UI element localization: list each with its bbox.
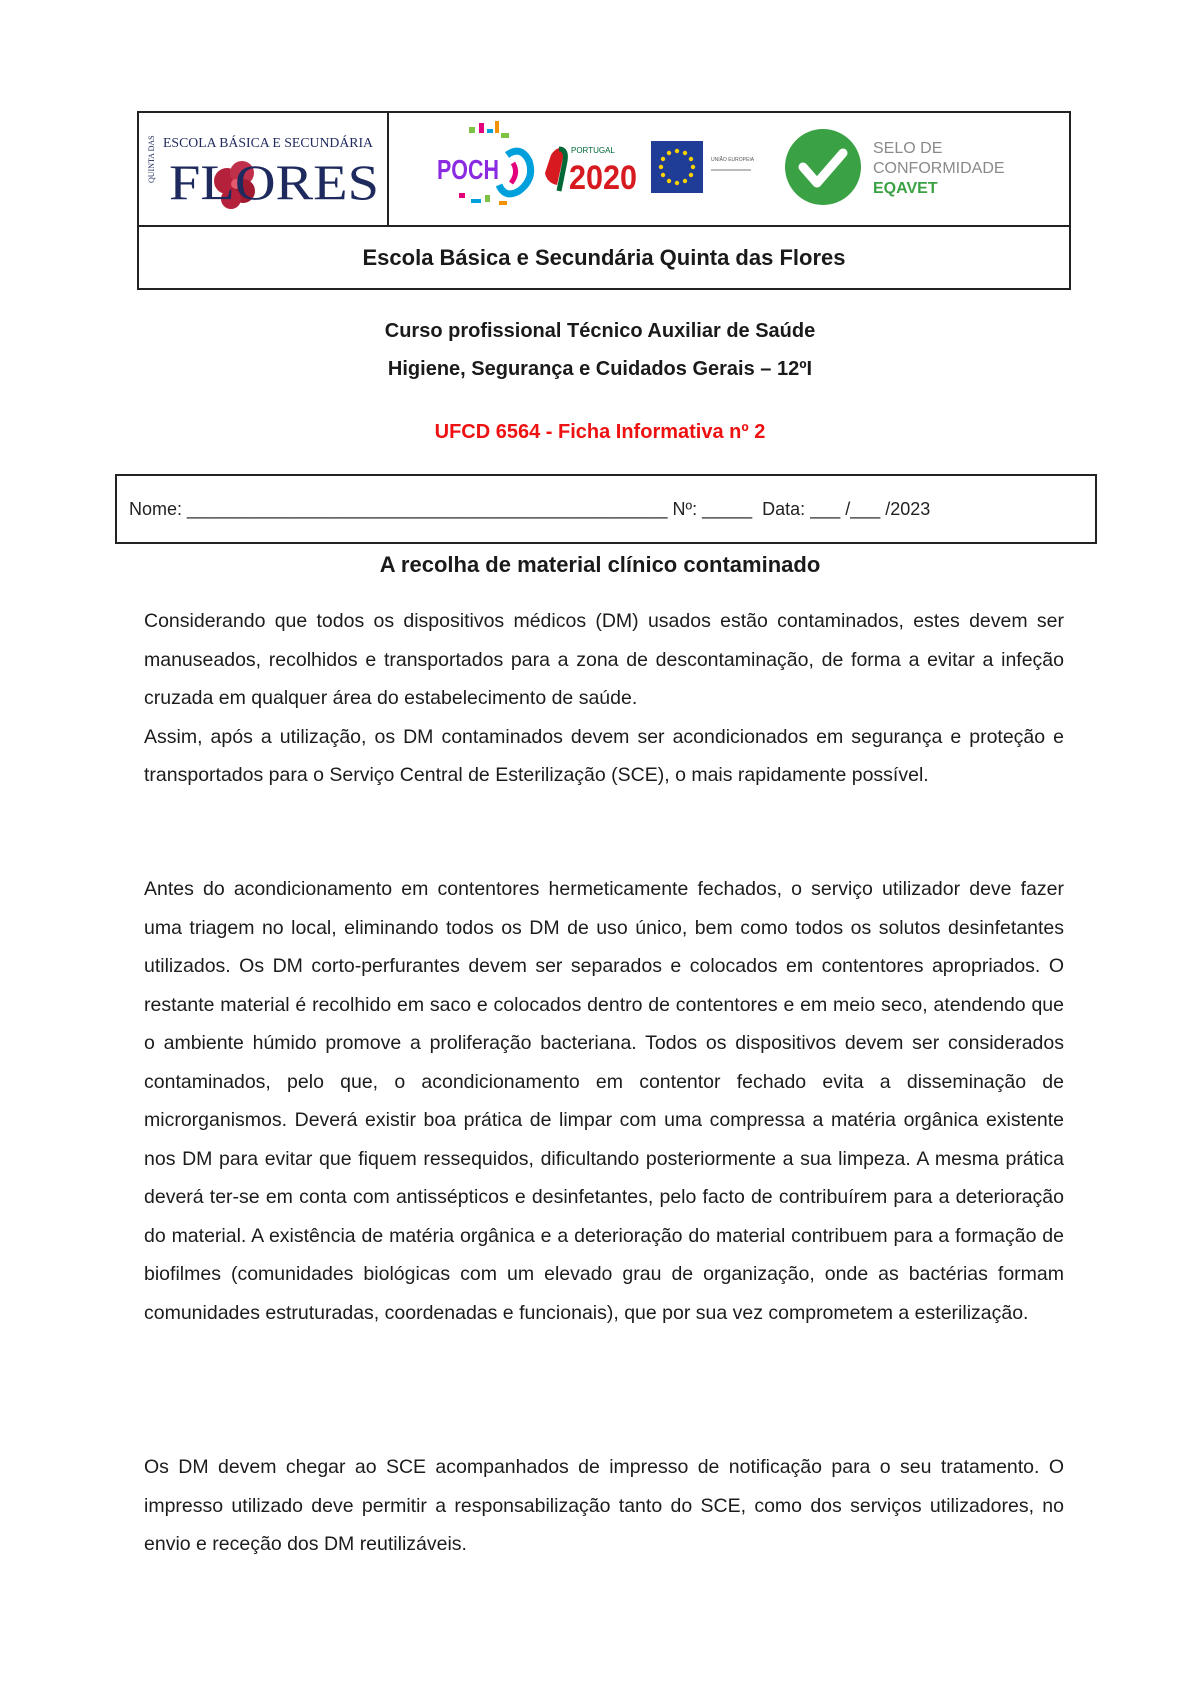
body-paragraph-1	[144, 602, 1064, 795]
partner-logos-cell	[389, 113, 1069, 225]
body-paragraph-3: Os DM devem chegar ao SCE acompanhados de impresso de notificação para o seu tratamento. O impresso utilizado deve permitir a responsabilização tanto do SCE, como dos serviços utilizadores, no envio e receção dos DM reutilizáveis.	[144, 1456, 1064, 1555]
student-info-box	[115, 474, 1097, 544]
course-title: Curso profissional Técnico Auxiliar de Saúde	[384, 320, 816, 342]
paragraph-text: Assim, após a utilização, os DM contaminados devem ser acondicionados em segurança e proteção e transportados para o Serviço Central de Esterilização (SCE), o mais rapidamente possível.	[144, 725, 1064, 786]
school-logo-cell	[139, 113, 389, 225]
portugal-2020-big-text: 2020	[569, 159, 637, 197]
module-title: Higiene, Segurança e Cuidados Gerais – 12ºI	[387, 358, 813, 380]
school-name: Escola Básica e Secundária Quinta das Flores	[362, 244, 846, 270]
portugal-2020-logo	[545, 146, 637, 197]
partner-logos	[389, 113, 1069, 225]
eu-caption-text: UNIÃO EUROPEIA	[711, 157, 755, 163]
body-paragraph-2: Antes do acondicionamento em contentores hermeticamente fechados, o serviço utilizador deve fazer uma triagem no local, eliminando todos os DM de uso único, bem como todos os solutos desinfetantes utilizados. Os DM corto-perfurantes devem ser separados e colocados em contentores apropriados. O restante material é recolhido em saco e colocados dentro de contentores e em meio seco, atendendo que o ambiente húmido promove a proliferação bacteriana. Todos os dispositivos devem ser considerados contaminados, pelo que, o acondicionamento em contentor fechado evita a disseminação de microrganismos. Deverá existir boa prática de limpar com uma compressa a matéria orgânica existente nos DM para evitar que fiquem ressequidos, dificultando posteriormente a sua limpeza. A mesma prática deverá ter-se em conta com antissépticos e desinfetantes, pelo facto de contribuírem para a deterioração do material. A existência de matéria orgânica e a deterioração do material contribuem para a formação de biofilmes (comunidades biológicas com um elevado grau de organização, onde as bactérias formam comunidades estruturadas, coordenadas e funcionais), que por sua vez comprometem a esterilização.	[144, 878, 1064, 1324]
portugal-2020-small-text: PORTUGAL	[571, 146, 615, 155]
document-title: A recolha de material clínico contaminado	[379, 552, 821, 577]
eqavet-line1: SELO DE	[873, 140, 943, 157]
poch-text: POCH	[437, 154, 499, 185]
school-logo	[139, 113, 387, 225]
school-logo-side-text: QUINTA DAS	[147, 135, 156, 183]
eu-flag-icon	[651, 141, 755, 193]
school-logo-top-text: ESCOLA BÁSICA E SECUNDÁRIA	[163, 136, 377, 151]
checkmark-circle-icon	[785, 129, 861, 205]
logo-row	[139, 113, 1069, 227]
student-info-line: Nome: ________________________________________________ Nº: _____ Data: ___ /___ /2023	[129, 498, 931, 519]
eqavet-line3: EQAVET	[873, 180, 938, 197]
poch-logo	[437, 121, 531, 205]
eqavet-seal	[785, 129, 1005, 205]
paragraph-text: Considerando que todos os dispositivos médicos (DM) usados estão contaminados, estes devem ser manuseados, recolhidos e transportados para a zona de descontaminação, de forma a evitar a infeção cruzada em qualquer área do estabelecimento de saúde.	[144, 610, 1064, 709]
eqavet-line2: CONFORMIDADE	[873, 160, 1005, 177]
sheet-title: UFCD 6564 - Ficha Informativa nº 2	[434, 421, 766, 443]
school-logo-main-text: FLORES	[169, 154, 379, 210]
header-box	[137, 111, 1071, 290]
